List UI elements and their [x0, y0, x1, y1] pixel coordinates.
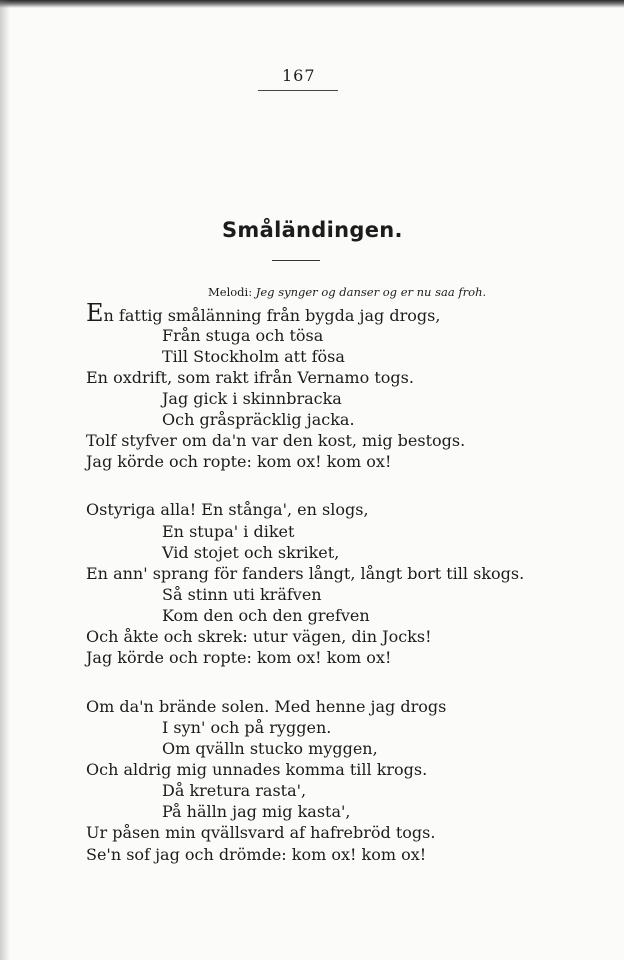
verse-1-line-3: Till Stockholm att fösa — [162, 347, 345, 366]
poem-title: Småländingen. — [222, 218, 403, 242]
verse-2-line-2: En stupa' i diket — [162, 522, 295, 541]
verse-3-line-7: Ur påsen min qvällsvard af hafrebröd togs. — [86, 823, 436, 842]
page-number-rule — [258, 90, 338, 91]
verse-2-line-3: Vid stojet och skriket, — [162, 543, 340, 562]
verse-1-line-6: Och gråspräcklig jacka. — [162, 410, 355, 429]
verse-3-line-1: Om da'n brände solen. Med henne jag drogs — [86, 697, 447, 716]
verse-3-line-8: Se'n sof jag och drömde: kom ox! kom ox! — [86, 845, 427, 864]
page-number: 167 — [282, 66, 316, 85]
title-rule — [272, 260, 320, 261]
scan-edge-left — [0, 0, 10, 960]
melody-song: Jeg synger og danser og er nu saa froh. — [255, 285, 487, 299]
verse-1-line-2: Från stuga och tösa — [162, 326, 324, 345]
verse-3-line-2: I syn' och på ryggen. — [162, 718, 332, 737]
verse-3-line-5: Då kretura rasta', — [162, 781, 307, 800]
verse-2-line-7: Och åkte och skrek: utur vägen, din Jocks! — [86, 627, 432, 646]
verse-1-line-1 — [86, 301, 440, 325]
drop-cap: E — [86, 299, 104, 327]
verse-2-line-6: Kom den och den grefven — [162, 606, 370, 625]
verse-1-line-1-text: n fattig smålänning från bygda jag drogs, — [103, 306, 441, 325]
scan-edge-top — [0, 0, 624, 8]
verse-1-line-4: En oxdrift, som rakt ifrån Vernamo togs. — [86, 368, 414, 387]
verse-1-line-8: Jag körde och ropte: kom ox! kom ox! — [86, 452, 392, 471]
verse-2-line-5: Så stinn uti kräfven — [162, 585, 322, 604]
verse-2-line-1: Ostyriga alla! En stånga', en slogs, — [86, 500, 369, 519]
verse-2-line-4: En ann' sprang för fanders långt, långt bort till skogs. — [86, 564, 525, 583]
verse-3-line-4: Och aldrig mig unnades komma till krogs. — [86, 760, 428, 779]
melody-label: Melodi: — [208, 285, 253, 299]
verse-2-line-8: Jag körde och ropte: kom ox! kom ox! — [86, 648, 392, 667]
verse-1-line-5: Jag gick i skinnbracka — [162, 389, 342, 408]
verse-1-line-7: Tolf styfver om da'n var den kost, mig bestogs. — [86, 431, 466, 450]
melody-note — [208, 285, 486, 299]
verse-3-line-3: Om qvälln stucko myggen, — [162, 739, 378, 758]
verse-3-line-6: På hälln jag mig kasta', — [162, 802, 351, 821]
